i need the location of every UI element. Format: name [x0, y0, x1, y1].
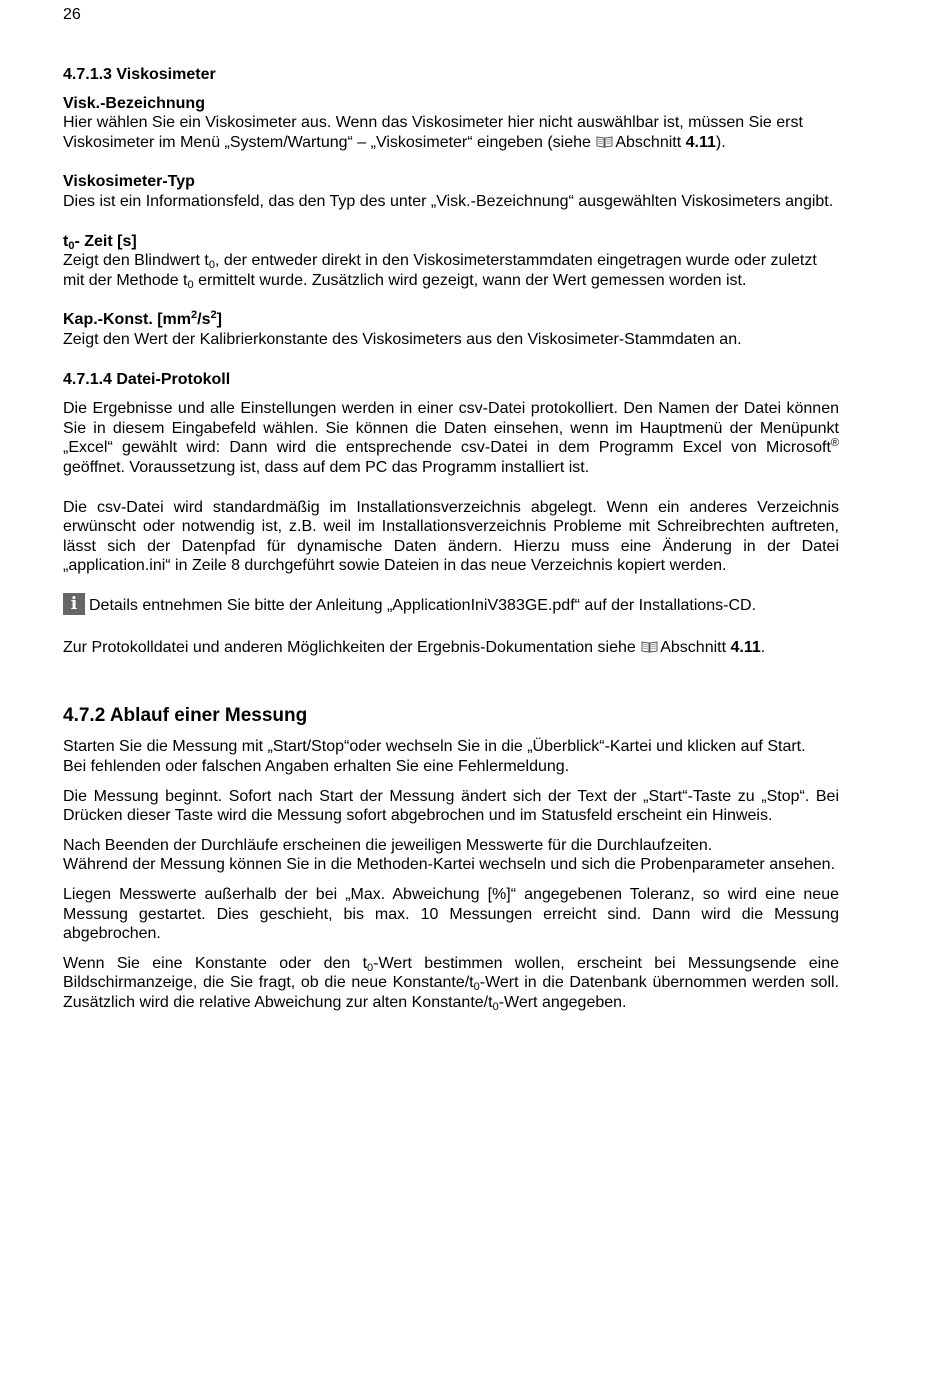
info-note	[63, 593, 839, 618]
book-icon	[641, 640, 658, 653]
heading-4-7-2: 4.7.2 Ablauf einer Messung	[63, 705, 308, 727]
paragraph-visk-bezeichnung: Hier wählen Sie ein Viskosimeter aus. Wenn das Viskosimeter hier nicht auswählbar ist, müssen Sie erst Viskosimeter im Menü „System/Wartung“ – „Viskosimeter“ eingeben (siehe Abschnitt 4.11).	[63, 114, 803, 151]
info-icon: i	[63, 593, 85, 615]
paragraph-datei-protokoll-2: Die csv-Datei wird standardmäßig im Installationsverzeichnis abgelegt. Wenn ein anderes Verzeichnis erwünscht oder notwendig ist, z.B. weil im Installationsverzeichnis Probleme mit Schreibrechten auftreten, lässt sich der Datenpfad für dynamische Daten ändern. Hierzu muss eine Änderung in der Datei „application.ini“ in Zeile 8 durchgeführt sowie Dateien in das neue Verzeichnis kopiert werden.	[63, 498, 839, 575]
paragraph-messung-5: Wenn Sie eine Konstante oder den $t_0$-Wert bestimmen wollen, erscheint bei Messungsende eine Bildschirmanzeige, die Sie fragt, ob die neue Konstante/$t_0$-Wert in die Datenbank übernommen werden soll. Zusätzlich wird die relative Abweichung zur alten Konstante/$t_0$-Wert angegeben.	[63, 954, 839, 1013]
page-content	[63, 65, 839, 1013]
heading-4-7-1-3: 4.7.1.3 Viskosimeter	[63, 66, 216, 83]
term-visk-bezeichnung: Visk.-Bezeichnung	[63, 94, 205, 112]
page-number: 26	[63, 6, 81, 23]
paragraph-messung-1: Starten Sie die Messung mit „Start/Stop“oder wechseln Sie in die „Überblick“-Kartei und klicken auf Start.	[63, 738, 806, 756]
paragraph-protokoll-reference: Zur Protokolldatei und anderen Möglichkeiten der Ergebnis-Dokumentation siehe Abschnitt 4.11.	[63, 638, 766, 656]
term-kap-konst: Kap.-Konst. $[mm^2/s^2]$	[63, 309, 222, 329]
paragraph-messung-4: Liegen Messwerte außerhalb der bei „Max. Abweichung [%]“ angegebenen Toleranz, so wird eine neue Messung gestartet. Dies geschieht, bis max. 10 Messungen erreicht sind. Dann wird die Messung abgebrochen.	[63, 886, 839, 943]
term-viskosimeter-typ: Viskosimeter-Typ	[63, 173, 195, 191]
paragraph-kap-konst: Zeigt den Wert der Kalibrierkonstante des Viskosimeters aus den Viskosimeter-Stammdaten an.	[63, 330, 742, 348]
heading-4-7-1-4: 4.7.1.4 Datei-Protokoll	[63, 370, 231, 388]
paragraph-t0-zeit: Zeigt den Blindwert $t_0$, der entweder direkt in den Viskosimeterstammdaten eingetragen wurde oder zuletzt mit der Methode $t_0$ ermittelt wurde. Zusätzlich wird gezeigt, wann der Wert gemessen worden ist.	[63, 252, 817, 291]
book-icon	[596, 135, 613, 148]
paragraph-messung-3b: Während der Messung können Sie in die Methoden-Kartei wechseln und sich die Probenparameter ansehen.	[63, 856, 836, 874]
section-spacer	[63, 677, 839, 705]
paragraph-messung-1b: Bei fehlenden oder falschen Angaben erhalten Sie eine Fehlermeldung.	[63, 758, 570, 776]
paragraph-datei-protokoll-1: Die Ergebnisse und alle Einstellungen werden in einer csv-Datei protokolliert. Den Namen der Datei können Sie in diesem Eingabefeld wählen. Sie können die Daten einsehen, wenn im Hauptmenü der Menüpunkt „Excel“ gewählt wird: Dann wird die entsprechende csv-Datei in dem Programm Excel von Microsoft® geöffnet. Voraussetzung ist, dass auf dem PC das Programm installiert ist.	[63, 400, 839, 476]
paragraph-viskosimeter-typ: Dies ist ein Informationsfeld, das den Typ des unter „Visk.-Bezeichnung“ ausgewählten Viskosimeters angibt.	[63, 192, 834, 210]
info-note-text: Details entnehmen Sie bitte der Anleitung „ApplicationIniV383GE.pdf“ auf der Installations-CD.	[89, 596, 757, 614]
paragraph-messung-2: Die Messung beginnt. Sofort nach Start der Messung ändert sich der Text der „Start“-Taste zu „Stop“. Bei Drücken dieser Taste wird die Messung sofort abgebrochen und im Statusfeld erscheint ein Hinweis.	[63, 787, 839, 825]
term-t0-zeit: $t_0-$ Zeit [s]	[63, 232, 137, 252]
paragraph-messung-3: Nach Beenden der Durchläufe erscheinen die jeweiligen Messwerte für die Durchlaufzeiten.	[63, 836, 713, 854]
